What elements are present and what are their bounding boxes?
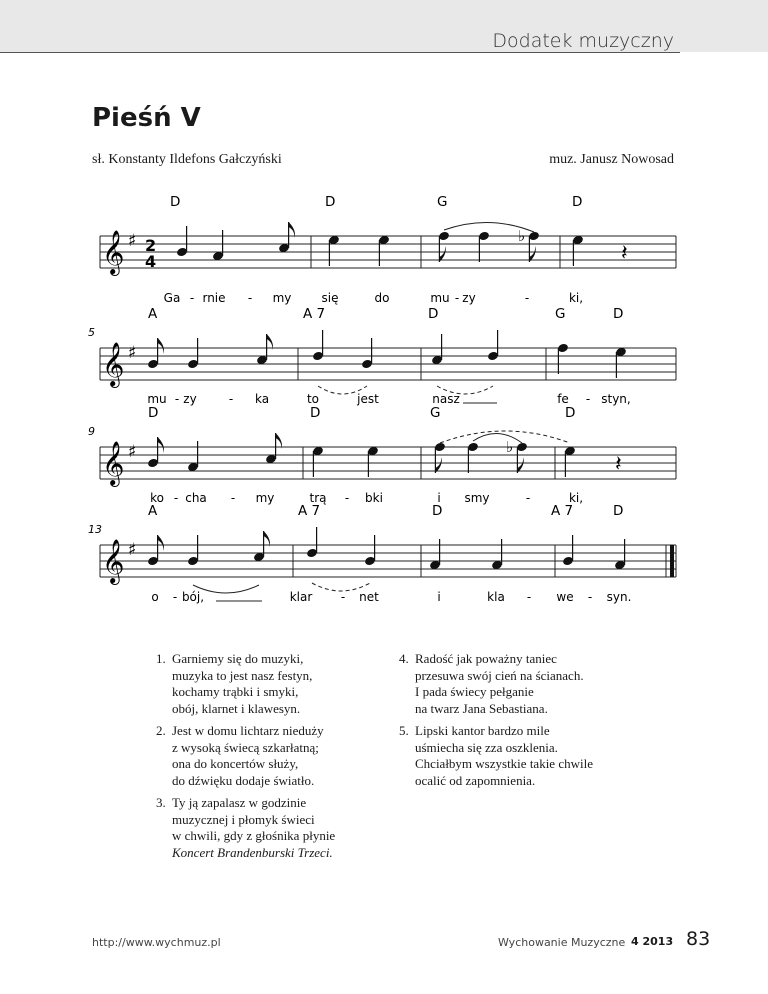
lyric-syllable: zy <box>462 291 476 305</box>
verse-number: 4. <box>399 651 409 666</box>
verse-line: do dźwięku dodaje światło. <box>172 772 315 788</box>
chord-symbol: A 7 <box>303 306 326 322</box>
note-head <box>491 560 503 571</box>
chord-symbol: D <box>310 405 321 421</box>
chord-symbol: G <box>430 405 441 421</box>
verse-line: Lipski kantor bardzo mile <box>415 723 550 738</box>
verse-line: muzyka to jest nasz festyn, <box>172 667 313 683</box>
flat-icon: ♭ <box>518 227 526 245</box>
chord-symbol: D <box>148 405 159 421</box>
chord-symbol: A 7 <box>551 503 574 519</box>
song-title: Pieśń V <box>92 103 201 133</box>
note-head <box>147 458 159 469</box>
note-flag <box>529 246 535 262</box>
note-head <box>367 446 379 457</box>
verse-5 <box>399 723 593 789</box>
lyric-syllable: ka <box>254 392 270 406</box>
quarter-rest-icon: 𝄽 <box>621 241 628 266</box>
footer-magazine: Wychowanie Muzyczne <box>498 936 626 949</box>
verse-line: z wysoką świecą szkarłatną; <box>172 739 319 755</box>
lyric-syllable: Ga <box>163 291 181 305</box>
lyric-syllable: rnie <box>202 291 226 305</box>
slur-dashed <box>437 386 493 394</box>
chord-symbol: D <box>565 405 576 421</box>
note-flag <box>158 437 164 453</box>
sharp-icon: ♯ <box>128 442 137 462</box>
slur <box>193 585 259 593</box>
note-head <box>187 462 199 473</box>
verse-line: Garniemy się do muzyki, <box>172 651 304 666</box>
slur-dashed <box>318 386 367 394</box>
note-flag <box>439 246 445 262</box>
lyric-syllable: klar <box>289 590 313 604</box>
note-head <box>557 343 569 354</box>
note-flag <box>264 531 270 547</box>
lyric-syllable: - <box>524 291 530 305</box>
note-head <box>572 235 584 246</box>
lyric-syllable: ki, <box>568 491 584 505</box>
sharp-icon: ♯ <box>128 540 137 560</box>
quarter-rest-icon: 𝄽 <box>615 452 622 477</box>
note-head <box>378 235 390 246</box>
lyric-syllable: - <box>585 392 591 406</box>
note-head <box>312 351 324 362</box>
lyric-syllable: styn, <box>601 392 631 406</box>
measure-number: 9 <box>88 425 95 438</box>
lyric-syllable: nasz <box>432 392 460 406</box>
verse-line: Jest w domu lichtarz nieduży <box>172 723 324 738</box>
lyric-syllable: we <box>556 590 574 604</box>
verse-line: Koncert Brandenburski Trzeci. <box>172 844 333 860</box>
note-head <box>176 247 188 258</box>
note-head <box>528 231 540 242</box>
chord-symbol: D <box>170 194 181 210</box>
lyric-syllable: - <box>172 590 178 604</box>
verse-3 <box>156 795 336 861</box>
header-rule <box>0 52 680 53</box>
lyric-syllable: o <box>151 590 159 604</box>
note-flag <box>158 535 164 551</box>
time-signature-top: 2 <box>145 236 157 255</box>
section-label: Dodatek muzyczny <box>492 30 674 52</box>
verse-line: muzycznej i płomyk świeci <box>172 811 315 827</box>
note-head <box>147 359 159 370</box>
verse-1 <box>156 651 313 717</box>
lyric-syllable: fe <box>557 392 569 406</box>
note-flag <box>517 457 523 473</box>
note-head <box>434 442 446 453</box>
lyric-syllable: - <box>454 291 460 305</box>
lyric-syllable: kla <box>487 590 505 604</box>
note-head <box>562 556 574 567</box>
note-head <box>564 446 576 457</box>
measure-number: 5 <box>88 326 95 339</box>
time-signature-bottom: 4 <box>145 252 157 271</box>
note-flag <box>158 338 164 354</box>
lyric-syllable: cha <box>185 491 207 505</box>
note-head <box>265 454 277 465</box>
sharp-icon: ♯ <box>128 231 137 251</box>
verse-line: Radość jak poważny taniec <box>415 651 557 666</box>
verse-line: ocalić od zapomnienia. <box>415 772 536 788</box>
measure-number: 13 <box>88 523 102 536</box>
note-head <box>361 359 373 370</box>
lyric-syllable: my <box>255 491 275 505</box>
note-head <box>253 552 265 563</box>
note-flag <box>267 334 273 350</box>
page-number: 83 <box>686 928 711 950</box>
chord-symbol: D <box>613 503 624 519</box>
flat-icon: ♭ <box>506 438 514 456</box>
verse-4 <box>399 651 584 717</box>
chord-symbol: A <box>148 306 158 322</box>
chord-symbol: D <box>325 194 336 210</box>
composer-credit: muz. Janusz Nowosad <box>549 152 674 167</box>
slur-dashed <box>440 431 570 443</box>
lyricist-credit: sł. Konstanty Ildefons Gałczyński <box>92 152 282 167</box>
note-head <box>614 560 626 571</box>
verse-line: w chwili, gdy z głośnika płynie <box>172 828 336 843</box>
note-head <box>278 243 290 254</box>
lyric-syllable: - <box>173 491 179 505</box>
lyric-syllable: - <box>525 491 531 505</box>
lyric-syllable: - <box>228 392 234 406</box>
note-head <box>364 556 376 567</box>
lyric-syllable: - <box>526 590 532 604</box>
note-flag <box>276 433 282 449</box>
lyric-syllable: bój, <box>181 590 205 604</box>
lyric-syllable: zy <box>183 392 197 406</box>
treble-clef-icon: 𝄞 <box>102 230 125 274</box>
note-head <box>438 231 450 242</box>
verse-number: 5. <box>399 723 409 738</box>
lyric-syllable: syn. <box>606 590 632 604</box>
verse-line: obój, klarnet i klawesyn. <box>172 700 301 716</box>
lyric-syllable: - <box>587 590 593 604</box>
footer-issue: 4 2013 <box>631 935 674 948</box>
chord-symbol: D <box>572 194 583 210</box>
note-head <box>147 556 159 567</box>
verse-line: kochamy trąbki i smyki, <box>172 684 299 699</box>
lyric-syllable: się <box>321 291 339 305</box>
note-head <box>467 442 479 453</box>
lyric-syllable: ki, <box>568 291 584 305</box>
note-head <box>478 231 490 242</box>
chord-symbol: G <box>437 194 448 210</box>
verse-line: I pada świecy pełganie <box>415 684 534 699</box>
verse-line: uśmiecha się zza oszklenia. <box>415 739 558 755</box>
footer-url: http://www.wychmuz.pl <box>92 936 221 949</box>
note-head <box>328 235 340 246</box>
verse-line: przesuwa swój cień na ścianach. <box>415 667 584 683</box>
lyric-syllable: to <box>306 392 320 406</box>
lyric-syllable: i <box>437 590 441 604</box>
note-head <box>312 446 324 457</box>
score-root <box>88 194 676 604</box>
lyric-syllable: mu <box>430 291 450 305</box>
lyric-syllable: jest <box>357 392 379 406</box>
note-head <box>615 347 627 358</box>
note-head <box>487 351 499 362</box>
verse-number: 2. <box>156 723 166 738</box>
note-head <box>256 355 268 366</box>
note-flag <box>435 457 441 473</box>
lyric-syllable: - <box>340 590 346 604</box>
note-head <box>516 442 528 453</box>
slur <box>444 222 534 232</box>
final-barline <box>670 545 674 577</box>
treble-clef-icon: 𝄞 <box>102 539 125 583</box>
verse-number: 3. <box>156 795 166 810</box>
lyric-syllable: mu <box>147 392 167 406</box>
chord-symbol: D <box>428 306 439 322</box>
note-head <box>187 359 199 370</box>
verse-line: ona do koncertów służy, <box>172 756 299 771</box>
lyric-syllable: i <box>437 491 441 505</box>
lyric-syllable: - <box>189 291 195 305</box>
note-flag <box>289 222 295 238</box>
lyric-syllable: - <box>344 491 350 505</box>
lyric-syllable: - <box>230 491 236 505</box>
note-head <box>431 355 443 366</box>
lyric-syllable: net <box>359 590 379 604</box>
chord-symbol: A 7 <box>298 503 321 519</box>
verse-line: na twarz Jana Sebastiana. <box>415 700 548 716</box>
note-head <box>212 251 224 262</box>
lyric-syllable: bki <box>365 491 383 505</box>
slur <box>473 433 522 443</box>
chord-symbol: D <box>613 306 624 322</box>
treble-clef-icon: 𝄞 <box>102 441 125 485</box>
sharp-icon: ♯ <box>128 343 137 363</box>
verse-line: Ty ją zapalasz w godzinie <box>172 795 307 810</box>
chord-symbol: G <box>555 306 566 322</box>
lyric-syllable: - <box>174 392 180 406</box>
lyric-syllable: ko <box>150 491 164 505</box>
lyric-syllable: my <box>272 291 292 305</box>
note-head <box>306 548 318 559</box>
verse-number: 1. <box>156 651 166 666</box>
chord-symbol: A <box>148 503 158 519</box>
note-head <box>187 556 199 567</box>
lyric-syllable: do <box>374 291 390 305</box>
slur-dashed <box>312 583 370 591</box>
lyric-syllable: - <box>247 291 253 305</box>
lyric-syllable: trą <box>309 491 327 505</box>
verse-2 <box>156 723 324 789</box>
chord-symbol: D <box>432 503 443 519</box>
lyric-syllable: smy <box>464 491 490 505</box>
note-head <box>429 560 441 571</box>
treble-clef-icon: 𝄞 <box>102 342 125 386</box>
verse-line: Chciałbym wszystkie takie chwile <box>415 756 593 771</box>
